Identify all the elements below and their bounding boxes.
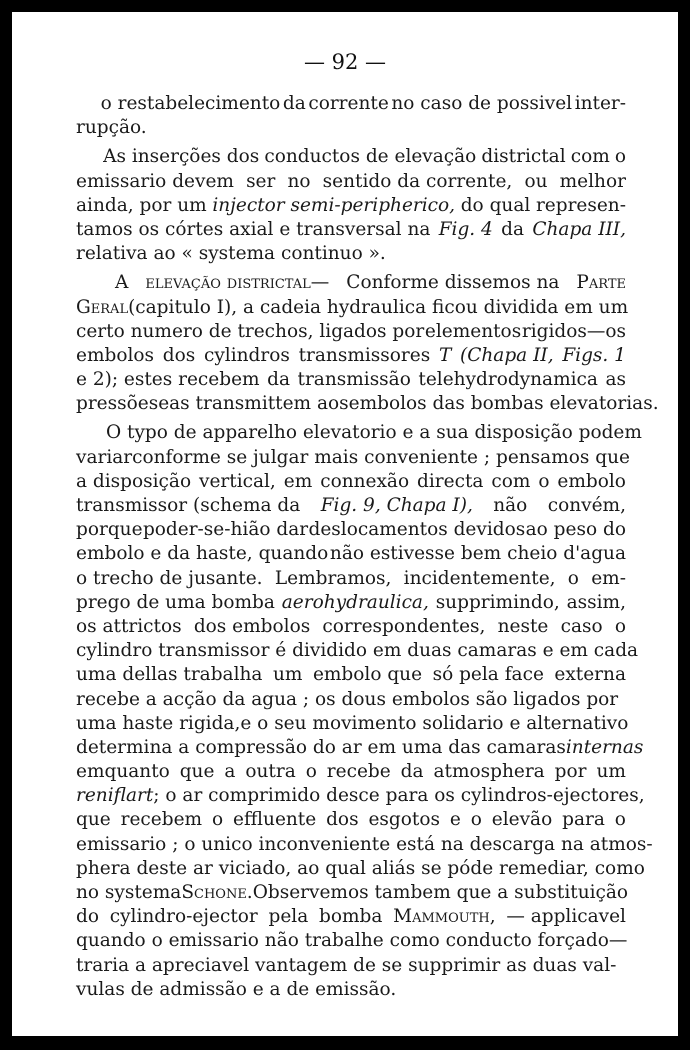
text-segment: relativa ao « systema continuo ». [76, 243, 386, 265]
text-segment: — applicavel [506, 906, 626, 928]
text-segment: Mammouth, [393, 906, 496, 928]
text-line [76, 688, 626, 712]
text-segment: dos [326, 809, 359, 831]
text-segment: não [493, 495, 528, 516]
page-number: — 92 — [303, 50, 387, 74]
text-segment: recebe a acção da agua ; os dous embolos são ligados por [76, 688, 619, 710]
text-segment: phera deste ar viciado, ao qual aliás se póde remediar, como [76, 857, 645, 879]
text-segment: porque [76, 519, 143, 541]
text-segment: melhor [559, 170, 626, 192]
text-line [76, 542, 626, 566]
text-segment: A [115, 272, 129, 294]
text-line [76, 954, 626, 978]
text-segment: Fig. 4 [438, 218, 493, 240]
text-line [76, 639, 639, 663]
text-segment: no [287, 170, 311, 192]
text-segment: atmosphera [433, 761, 545, 783]
text-line [76, 194, 626, 218]
text-segment: supprimindo, [435, 591, 560, 613]
text-segment: Chapa III, [532, 218, 626, 240]
text-segment: o restabelecimento [100, 93, 281, 114]
text-segment: corrente [308, 93, 389, 114]
text-segment: externa [554, 664, 626, 686]
text-segment: o [614, 809, 626, 831]
text-segment: recebe [326, 761, 391, 783]
text-segment: que [179, 761, 215, 783]
text-segment: Schone. [181, 882, 253, 903]
text-segment: um [272, 664, 303, 686]
text-segment: com [570, 146, 610, 168]
text-line [76, 518, 626, 542]
text-line [76, 663, 626, 687]
text-segment: no caso de possivel [391, 93, 573, 114]
text-segment: que [76, 809, 111, 831]
text-line [76, 145, 626, 169]
paragraph-indent [76, 421, 98, 445]
text-segment: vertical, [199, 470, 276, 492]
text-segment: convém, [547, 495, 626, 516]
text-line [76, 344, 626, 368]
text-line [76, 242, 626, 266]
text-segment: ser [246, 170, 276, 192]
text-line [76, 736, 644, 760]
text-segment: e o seu movimento solidario e alternativo [240, 712, 629, 734]
text-segment: da [501, 218, 525, 240]
text-segment: Lembramos, [274, 567, 392, 589]
paragraph-indent [76, 92, 98, 116]
text-line [76, 615, 626, 639]
text-segment: O typo de apparelho elevatorio e a sua disposição podem [106, 422, 642, 444]
text-line [76, 170, 626, 194]
text-segment: effluente [233, 809, 317, 831]
text-segment: os attrictos [76, 615, 182, 637]
text-segment: incidentemente, [403, 567, 556, 589]
text-segment: por [554, 761, 587, 783]
text-segment: da [282, 93, 306, 114]
text-segment: elevão [491, 809, 553, 831]
text-segment: em- [591, 567, 626, 589]
text-line [76, 857, 645, 881]
text-segment: do [76, 906, 99, 928]
text-segment: pressõeseas transmittem aosembolos das bombas elevatorias. [76, 393, 659, 415]
text-segment: reniflart [76, 785, 154, 807]
document-page [12, 12, 678, 1036]
text-segment: o [614, 146, 626, 168]
text-segment: represen- [535, 194, 626, 216]
text-segment: dos [162, 344, 196, 366]
text-segment: Conforme dissemos na [346, 272, 560, 294]
text-line [76, 470, 626, 494]
text-segment: conductos de elevação [264, 146, 477, 168]
text-segment: T [438, 344, 452, 366]
text-segment: transmissores [298, 344, 431, 366]
text-segment: assim, [566, 591, 626, 613]
text-segment: Figs. 1 [562, 344, 626, 366]
text-segment: connexão [320, 470, 410, 492]
text-segment: esgotos [368, 809, 440, 831]
text-segment: injector semi-peripherico, [212, 194, 456, 216]
text-segment: transmissor (schema da [76, 495, 301, 516]
text-segment: prego de uma bomba [76, 591, 275, 613]
paragraph-indent [76, 271, 98, 295]
text-line [76, 92, 626, 116]
text-segment: embolo e da haste, quando [76, 543, 329, 565]
text-segment: inter- [574, 93, 626, 114]
text-segment: cylindro-ejector [109, 906, 258, 928]
text-segment: o [470, 809, 482, 831]
text-segment: quando o emissario não trabalhe como conducto forçado— [76, 930, 628, 952]
text-segment: (capitulo I), a cadeia hydraulica ficou dividida em um [128, 296, 629, 318]
text-segment: o [567, 567, 579, 589]
text-line [76, 320, 626, 344]
text-line [76, 881, 629, 905]
text-line [76, 760, 626, 784]
text-segment: do qual [460, 194, 531, 216]
text-segment: elevação districtal— [145, 272, 330, 294]
text-segment: sentido da corrente, [322, 170, 513, 192]
text-line [76, 446, 630, 470]
text-line [76, 833, 653, 857]
text-segment: embolo [557, 470, 626, 492]
text-segment: cylindro transmissor é dividido em duas camaras e em cada [76, 640, 639, 662]
text-segment: traria a apreciavel vantagem de se supprimir as duas val- [76, 954, 617, 976]
text-segment: ou [524, 170, 548, 192]
text-segment: emissario devem [76, 170, 234, 192]
text-line [76, 392, 659, 416]
text-segment: com [491, 470, 531, 492]
text-segment: para [562, 809, 605, 831]
text-segment: ao peso do [525, 519, 626, 541]
text-segment: aerohydraulica, [281, 591, 429, 613]
text-segment: uma dellas trabalha [76, 664, 263, 686]
text-segment: Fig. 9, Chapa I), [320, 495, 473, 516]
text-segment: em [283, 470, 313, 492]
text-segment: as [605, 369, 626, 391]
text-segment: determina a compressão do ar em uma das camaras [76, 736, 566, 758]
text-line [76, 978, 626, 1002]
text-segment: a [224, 761, 236, 783]
text-segment: o trecho de jusante. [76, 567, 263, 589]
text-segment: rupção. [76, 117, 147, 139]
text-segment: da [400, 761, 424, 783]
paragraph-indent [76, 145, 98, 169]
text-segment: embolo que [312, 664, 423, 686]
text-segment: o [538, 470, 550, 492]
text-segment: Geral [76, 296, 129, 318]
text-segment: só pela face [432, 664, 544, 686]
text-segment: uma haste rigida, [76, 712, 241, 734]
body-text [76, 92, 659, 1002]
text-segment: transmissão [297, 369, 411, 391]
text-line [76, 421, 642, 445]
text-segment: directa [417, 470, 484, 492]
text-segment: neste [497, 615, 549, 637]
text-segment: o [305, 761, 317, 783]
text-segment: vulas de admissão e a de emissão. [76, 978, 397, 1000]
text-line [76, 271, 626, 295]
text-segment: no systema [76, 882, 182, 903]
text-segment: dos embolos [193, 615, 311, 637]
text-segment: conforme se julgar mais conveniente ; pensamos que [132, 446, 630, 468]
text-segment: embolos [76, 344, 155, 366]
text-segment: bomba [318, 906, 383, 928]
text-line [76, 567, 626, 591]
text-segment: certo numero de trechos, ligados por [76, 320, 425, 342]
text-line [76, 905, 626, 929]
text-segment: caso [560, 615, 603, 637]
text-segment: rigidos—os [521, 320, 626, 342]
text-segment: districtal [481, 146, 566, 168]
text-line [76, 784, 645, 808]
text-segment: Observemos tambem que a substituição [252, 882, 629, 903]
text-segment: emquanto [76, 761, 170, 783]
text-line [76, 116, 626, 140]
text-line [76, 591, 626, 615]
text-segment: poder-se-hião dar [142, 519, 309, 541]
text-segment: telehydrodynamica [418, 369, 598, 391]
text-line [76, 808, 626, 832]
text-segment: cylindros [203, 344, 290, 366]
text-segment: As inserções dos [103, 146, 260, 168]
text-segment: outra [245, 761, 296, 783]
text-segment: correspondentes, [322, 615, 486, 637]
text-segment: emissario ; o unico inconveniente está na descarga na atmos- [76, 833, 653, 855]
text-segment: (Chapa II, [460, 344, 554, 366]
text-segment: a disposição [76, 470, 192, 492]
text-line [76, 296, 629, 320]
text-segment: tamos os córtes axial e transversal na [76, 218, 431, 240]
text-segment: variar [76, 446, 133, 468]
text-segment: Parte [576, 272, 626, 294]
text-segment: e 2); estes recebem [76, 369, 260, 391]
text-segment: deslocamentos devidos [308, 519, 526, 541]
text-segment: elementos [424, 320, 522, 342]
text-line [76, 712, 629, 736]
text-segment: internas [565, 736, 644, 758]
text-line [76, 368, 626, 392]
text-segment: ainda, por um [76, 194, 207, 216]
text-segment: pela [268, 906, 309, 928]
text-segment: o [614, 615, 626, 637]
text-segment: não estivesse bem cheio d'agua [329, 543, 626, 565]
text-line [76, 929, 626, 953]
text-segment: e [449, 809, 461, 831]
text-segment: o [211, 809, 224, 831]
text-line [76, 494, 626, 518]
text-segment: recebem [120, 809, 203, 831]
text-line [76, 218, 626, 242]
text-segment: da [267, 369, 290, 391]
text-segment: ; o ar comprimido desce para os cylindros-ejectores, [153, 785, 645, 807]
text-segment: um [596, 761, 626, 783]
